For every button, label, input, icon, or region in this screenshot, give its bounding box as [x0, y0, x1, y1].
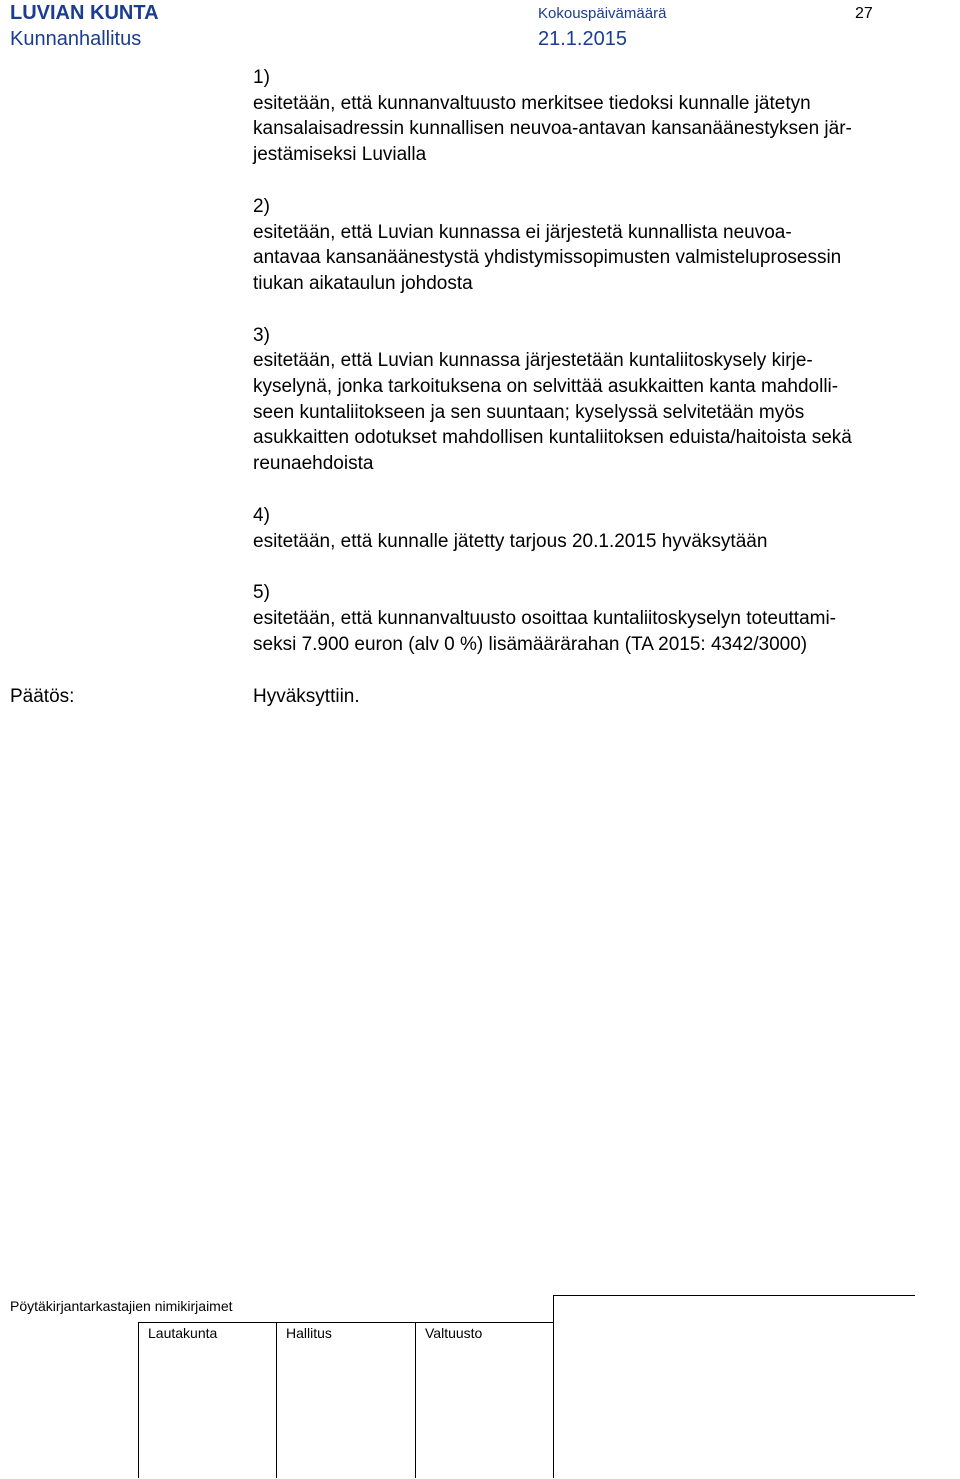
- proposal-text-line: reunaehdoista: [253, 453, 374, 475]
- proposal-text-line: seksi 7.900 euron (alv 0 %) lisämäärärahan (TA 2015: 4342/3000): [253, 633, 808, 655]
- proposal-number: 3): [253, 324, 270, 346]
- proposal-item-3: [253, 323, 958, 477]
- proposal-text-line: kyselynä, jonka tarkoituksena on selvittää asukkaitten kanta mahdolli-: [253, 376, 839, 398]
- proposal-text-line: antavaa kansanäänestystä yhdistymissopimusten valmisteluprosessin: [253, 247, 842, 269]
- footer-column-hallitus: Hallitus: [286, 1325, 332, 1341]
- signatures-label: Pöytäkirjantarkastajien nimikirjaimet: [10, 1298, 233, 1314]
- proposal-number: 4): [253, 504, 270, 526]
- meeting-date: 21.1.2015: [538, 28, 627, 50]
- organization-name: LUVIAN KUNTA: [10, 2, 159, 24]
- footer-column-rule: [138, 1322, 139, 1478]
- footer-column-rule: [415, 1322, 416, 1478]
- proposal-item-4: [253, 503, 958, 554]
- proposal-number: 1): [253, 67, 270, 88]
- proposal-text-line: esitetään, että kunnanvaltuusto osoittaa kuntaliitoskyselyn toteuttami-: [253, 607, 837, 629]
- proposal-text-line: seen kuntaliitokseen ja sen suuntaan; kyselyssä selvitetään myös: [253, 401, 805, 423]
- proposal-text-line: kansalaisadressin kunnallisen neuvoa-antavan kansanäänestyksen jär-: [253, 118, 852, 140]
- proposal-text-line: tiukan aikataulun johdosta: [253, 272, 473, 294]
- proposal-item-2: [253, 194, 958, 297]
- footer-top-rule: [553, 1295, 915, 1296]
- proposal-item-5: [253, 580, 958, 657]
- footer-mid-rule: [138, 1322, 553, 1323]
- board-name: Kunnanhallitus: [10, 28, 142, 50]
- page-number: 27: [855, 5, 873, 22]
- proposal-text-line: esitetään, että Luvian kunnassa järjestetään kuntaliitoskysely kirje-: [253, 350, 813, 372]
- proposal-text-line: asukkaitten odotukset mahdollisen kuntaliitoksen eduista/haitoista sekä: [253, 427, 852, 449]
- proposal-text-line: esitetään, että kunnanvaltuusto merkitsee tiedoksi kunnalle jätetyn: [253, 92, 811, 114]
- proposal-number: 2): [253, 195, 270, 217]
- footer-column-rule: [553, 1322, 554, 1478]
- proposal-text-line: esitetään, että kunnalle jätetty tarjous 20.1.2015 hyväksytään: [253, 530, 768, 552]
- footer-column-rule: [553, 1295, 554, 1323]
- proposal-text-line: jestämiseksi Luvialla: [253, 144, 427, 166]
- proposal-text-line: esitetään, että Luvian kunnassa ei järjestetä kunnallista neuvoa-: [253, 221, 792, 243]
- footer-column-valtuusto: Valtuusto: [425, 1325, 483, 1341]
- proposal-item-1: [253, 65, 958, 168]
- footer-column-rule: [276, 1322, 277, 1478]
- proposal-list: [253, 65, 958, 683]
- decision-value: Hyväksyttiin.: [253, 686, 360, 707]
- meeting-date-label: Kokouspäivämäärä: [538, 5, 667, 22]
- footer-column-lautakunta: Lautakunta: [148, 1325, 218, 1341]
- decision-label: Päätös:: [10, 686, 75, 707]
- proposal-number: 5): [253, 582, 270, 604]
